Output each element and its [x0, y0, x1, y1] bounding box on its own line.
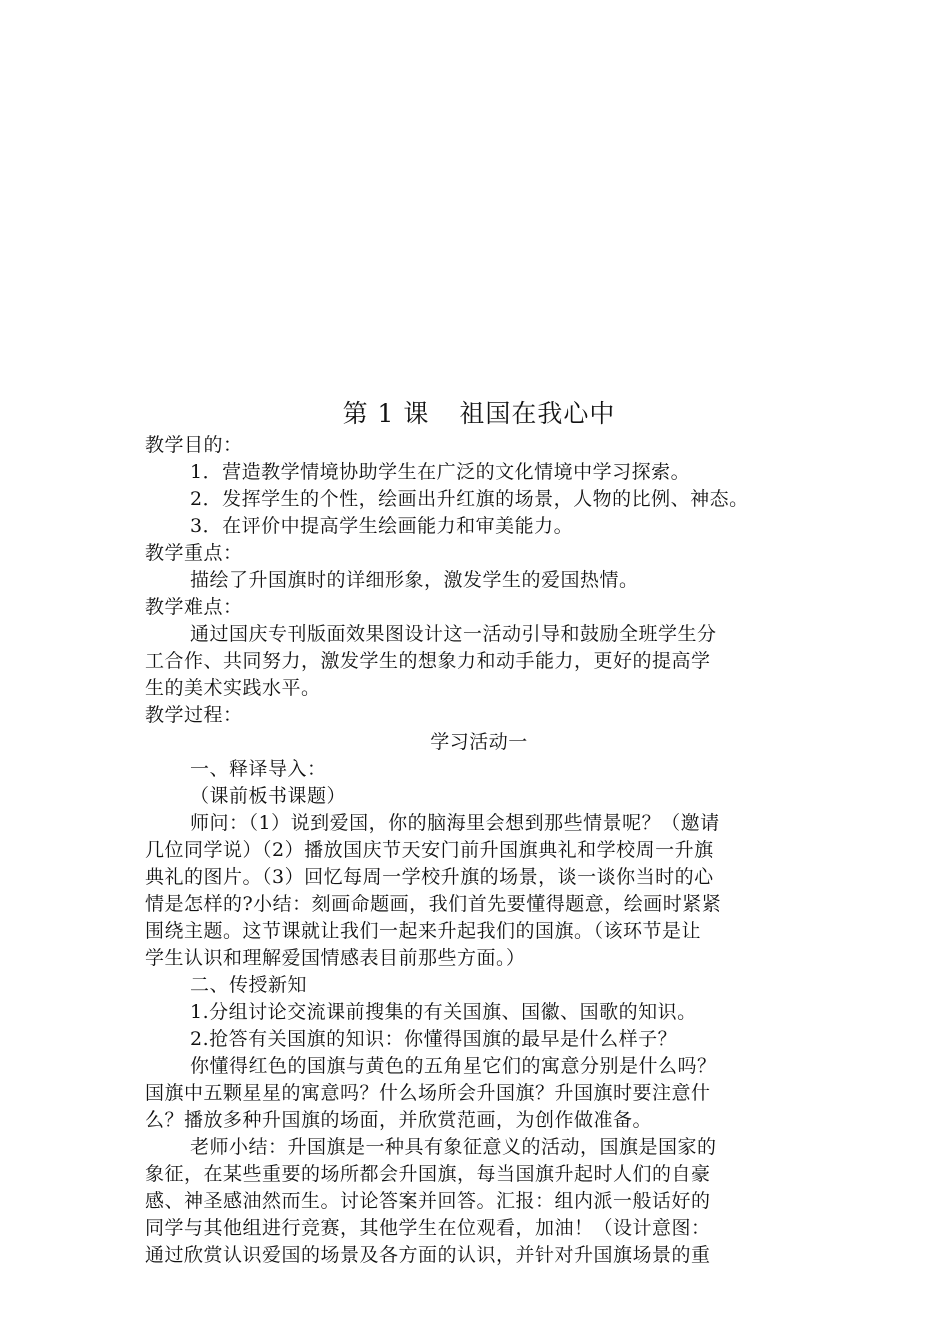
- summary-line: 象征，在某些重要的场所都会升国旗，每当国旗升起时人们的自豪: [145, 1163, 711, 1185]
- summary-line: 老师小结：升国旗是一种具有象征意义的活动，国旗是国家的: [190, 1136, 717, 1158]
- activity-title: 学习活动一: [430, 731, 528, 753]
- goal-heading: 教学目的：: [145, 434, 243, 456]
- summary-line: 通过欣赏认识爱国的场景及各方面的认识，并针对升国旗场景的重: [145, 1244, 711, 1266]
- question-line: 么？播放多种升国旗的场面，并欣赏范画，为创作做准备。: [145, 1109, 653, 1131]
- teacher-question-line: 典礼的图片。（3）回忆每周一学校升旗的场景，谈一谈你当时的心: [145, 866, 714, 888]
- section2-item: 1.分组讨论交流课前搜集的有关国旗、国徽、国歌的知识。: [190, 1001, 697, 1023]
- difficulty-line: 通过国庆专刊版面效果图设计这一活动引导和鼓励全班学生分: [190, 623, 717, 645]
- difficulty-line: 工合作、共同努力，激发学生的想象力和动手能力，更好的提高学: [145, 650, 711, 672]
- lesson-number: 第 1 课: [342, 399, 430, 428]
- goal-item: 2．发挥学生的个性，绘画出升红旗的场景，人物的比例、神态。: [190, 488, 749, 510]
- goal-item: 3．在评价中提高学生绘画能力和审美能力。: [190, 515, 574, 537]
- process-heading: 教学过程：: [145, 704, 243, 726]
- teacher-question-line: 几位同学说）（2）播放国庆节天安门前升国旗典礼和学校周一升旗: [145, 839, 714, 861]
- teacher-question-line: 围绕主题。这节课就让我们一起来升起我们的国旗。（该环节是让: [145, 920, 702, 942]
- teacher-question-line: 学生认识和理解爱国情感表目前那些方面。）: [145, 947, 526, 969]
- lesson-name: 祖国在我心中: [459, 399, 616, 428]
- focus-text: 描绘了升国旗时的详细形象，激发学生的爱国热情。: [190, 569, 639, 591]
- question-line: 你懂得红色的国旗与黄色的五角星它们的寓意分别是什么吗？: [190, 1055, 717, 1077]
- section1-note: （课前板书课题）: [190, 785, 347, 807]
- section1-heading: 一、释译导入：: [190, 758, 327, 780]
- difficulty-line: 生的美术实践水平。: [145, 677, 321, 699]
- question-line: 国旗中五颗星星的寓意吗？什么场所会升国旗？升国旗时要注意什: [145, 1082, 711, 1104]
- teacher-question-line: 情是怎样的?小结：刻画命题画，我们首先要懂得题意，绘画时紧紧: [145, 893, 722, 915]
- goal-item: 1．营造教学情境协助学生在广泛的文化情境中学习探索。: [190, 461, 691, 483]
- summary-line: 感、神圣感油然而生。讨论答案并回答。汇报：组内派一般话好的: [145, 1190, 711, 1212]
- teacher-question-line: 师问：（1）说到爱国，你的脑海里会想到那些情景呢？（邀请: [190, 812, 720, 834]
- summary-line: 同学与其他组进行竞赛，其他学生在位观看，加油！（设计意图：: [145, 1217, 711, 1239]
- focus-heading: 教学重点：: [145, 542, 243, 564]
- difficulty-heading: 教学难点：: [145, 596, 243, 618]
- document-page: [145, 396, 813, 1269]
- lesson-title: [145, 396, 813, 432]
- section2-heading: 二、传授新知: [190, 974, 308, 996]
- section2-item: 2.抢答有关国旗的知识：你懂得国旗的最早是什么样子？: [190, 1028, 678, 1050]
